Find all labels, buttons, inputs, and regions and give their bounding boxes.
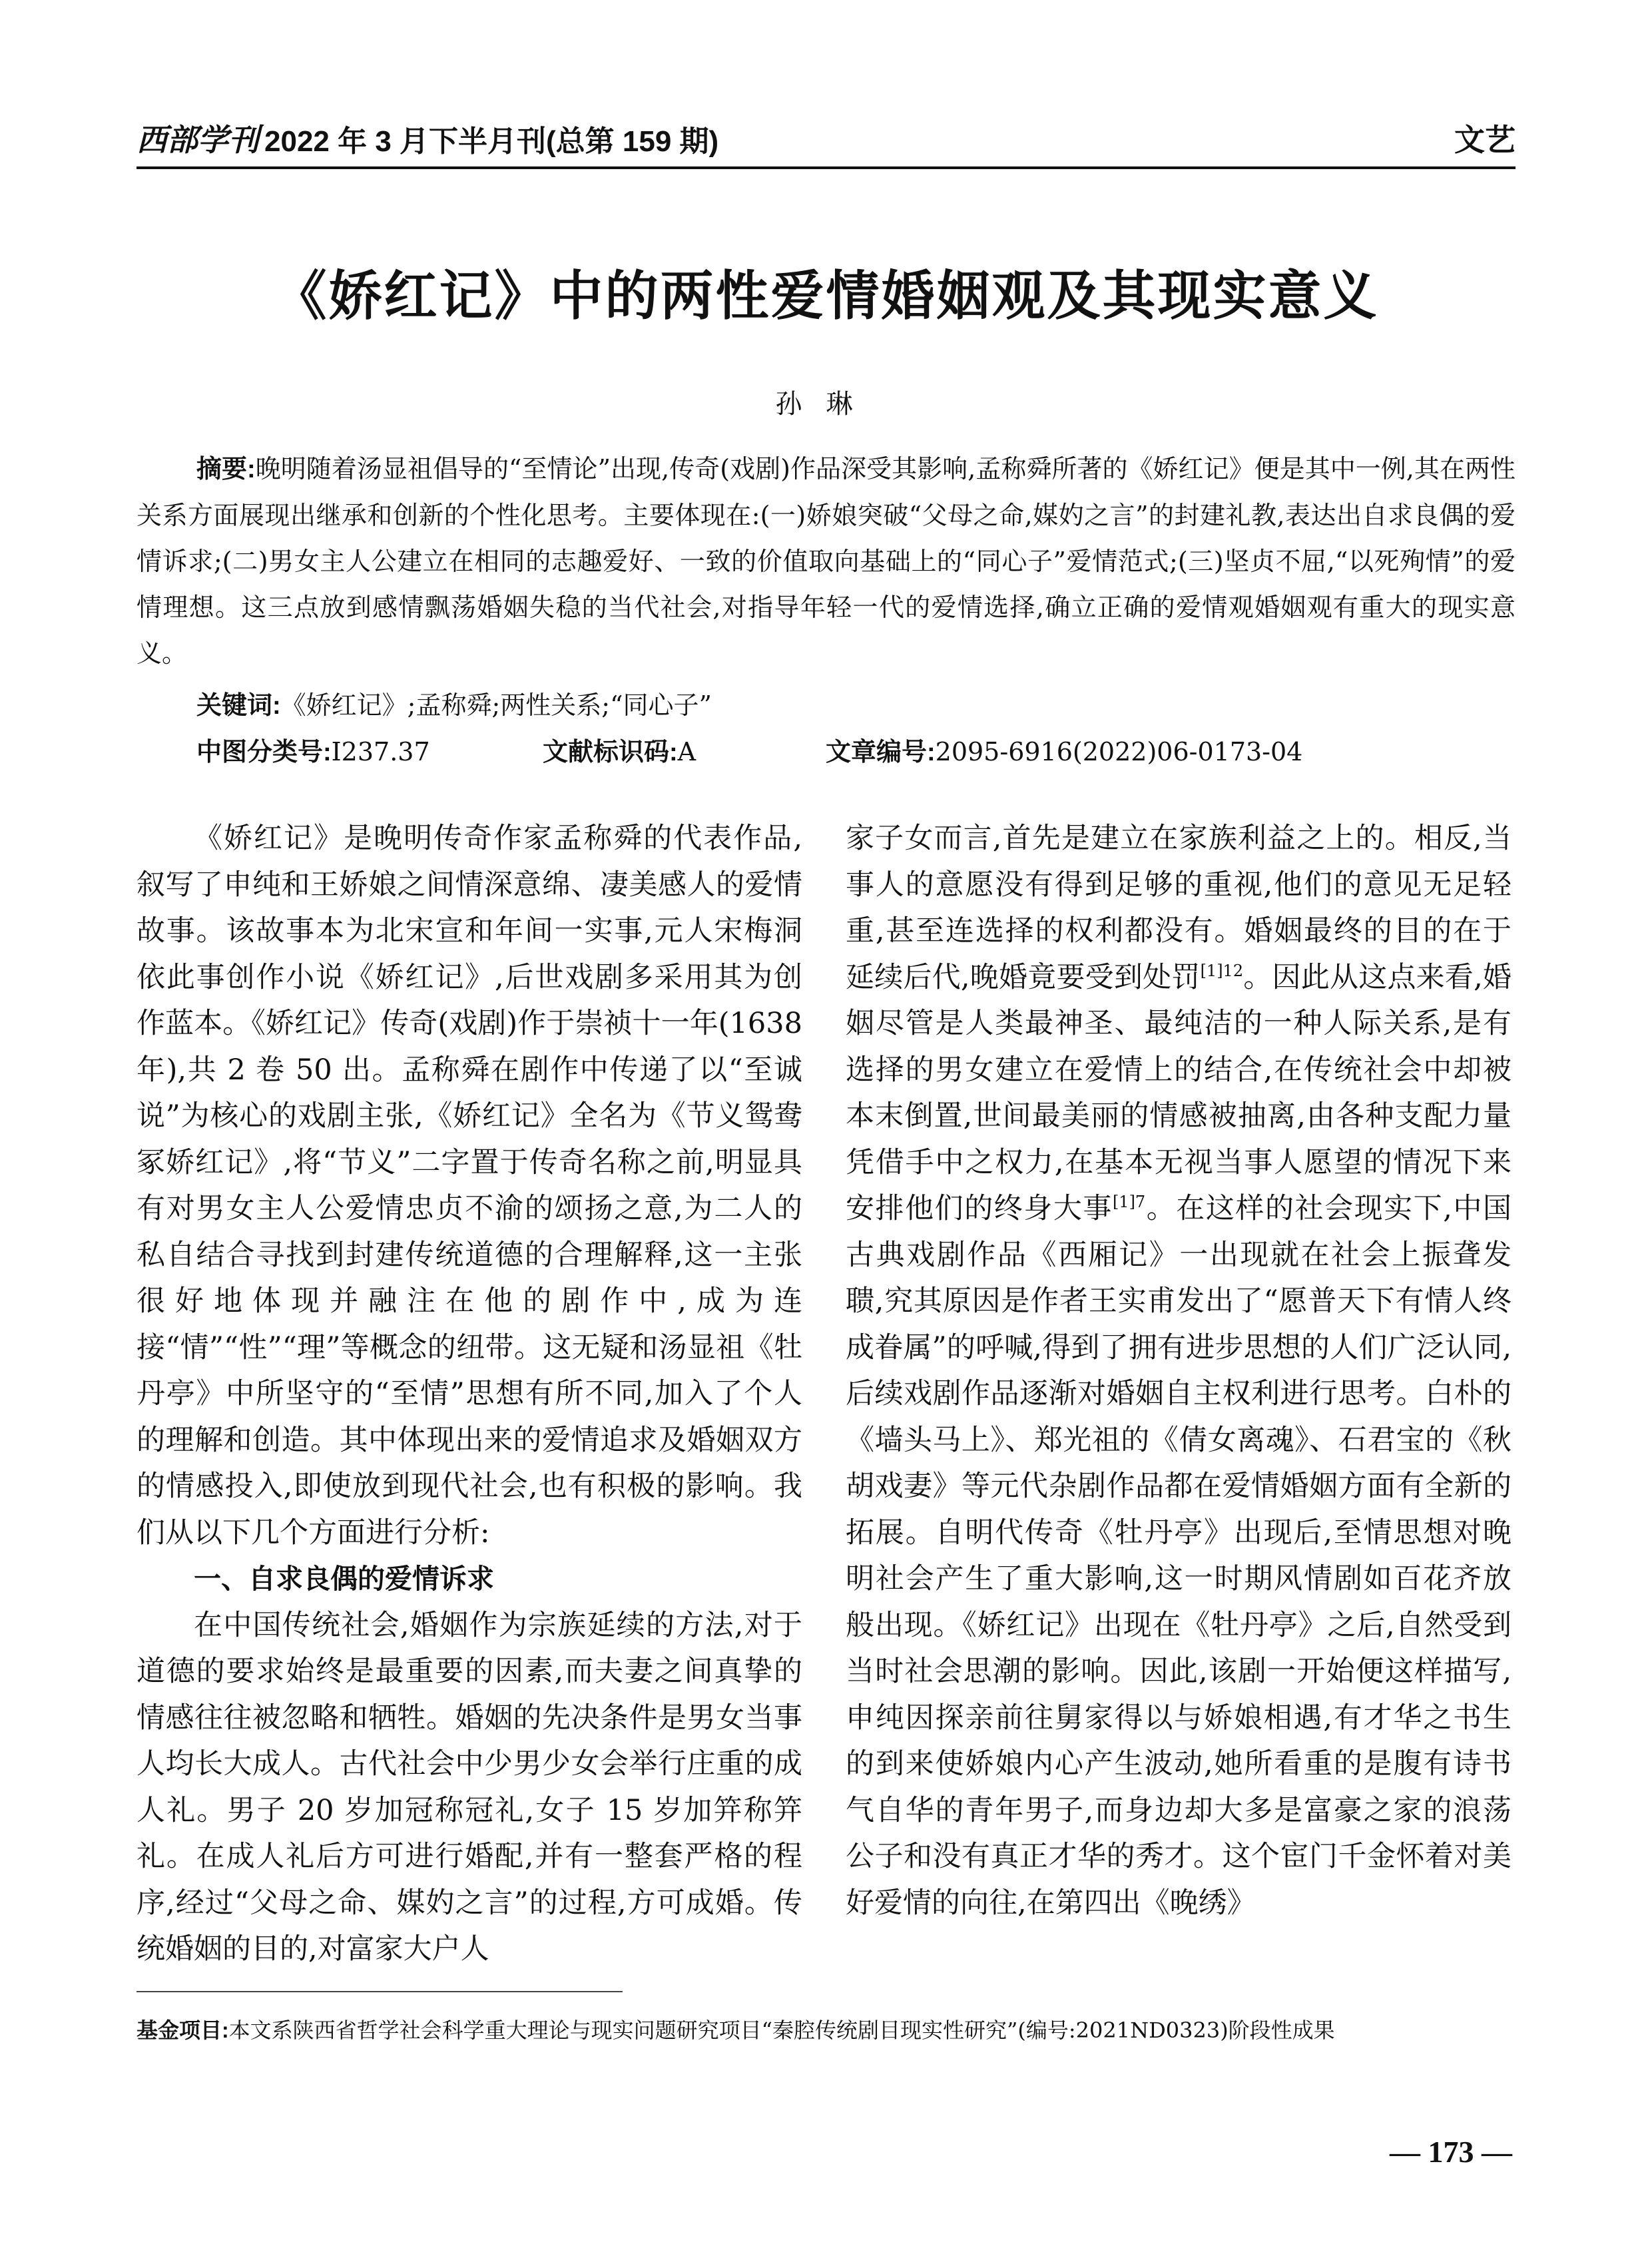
running-header xyxy=(137,113,1515,169)
funding-footnote xyxy=(137,2011,1515,2050)
body-column-left xyxy=(137,816,802,1973)
classification-meta xyxy=(196,729,1302,776)
clc-number: 中图分类号:I237.37 xyxy=(196,737,430,766)
paragraph: 在中国传统社会,婚姻作为宗族延续的方法,对于道德的要求始终是最重要的因素,而夫妻之间真挚的情感往往被忽略和牺牲。婚姻的先决条件是男女当事人均长大成人。古代社会中少男少女会举行庄重的成人礼。男子 20 岁加冠称冠礼,女子 15 岁加笄称笄礼。在成人礼后方可进行婚配,并有一整套严格的程序,经过“父母之命、媒妁之言”的过程,方可成婚。传统婚姻的目的,对富家大户人 xyxy=(137,1608,802,1966)
funding-label: 基金项目: xyxy=(137,2018,229,2042)
keywords xyxy=(196,683,712,729)
keywords-text: 《娇红记》;孟称舜;两性关系;“同心子” xyxy=(280,691,712,720)
abstract-text: 晚明随着汤显祖倡导的“至情论”出现,传奇(戏剧)作品深受其影响,孟称舜所著的《娇红记》便是其中一例,其在两性关系方面展现出继承和创新的个性化思考。主要体现在:(一)娇娘突破“父母之命,媒妁之言”的封建礼教,表达出自求良偶的爱情诉求;(二)男女主人公建立在相同的志趣爱好、一致的价值取向基础上的“同心子”爱情范式;(三)坚贞不屈,“以死殉情”的爱情理想。这三点放到感情飘荡婚姻失稳的当代社会,对指导年轻一代的爱情选择,确立正确的爱情观婚姻观有重大的现实意义。 xyxy=(137,454,1516,668)
paragraph: 《娇红记》是晚明传奇作家孟称舜的代表作品,叙写了申纯和王娇娘之间情深意绵、凄美感人的爱情故事。该故事本为北宋宣和年间一实事,元人宋梅洞依此事创作小说《娇红记》,后世戏剧多采用其为创作蓝本。《娇红记》传奇(戏剧)作于崇祯十一年(1638 年),共 2 卷 50 出。孟称舜在剧作中传递了以“至诚说”为核心的戏剧主张,《娇红记》全名为《节义鸳鸯冢娇红记》,将“节义”二字置于传奇名称之前,明显具有对男女主人公爱情忠贞不渝的颂扬之意,为二人的私自结合寻找到封建传统道德的合理解释,这一主张很好地体现并融注在他的剧作中,成为连接“情”“性”“理”等概念的纽带。这无疑和汤显祖《牡丹亭》中所坚守的“至情”思想有所不同,加入了个人的理解和创造。其中体现出来的爱情追求及婚姻双方的情感投入,即使放到现代社会,也有积极的影响。我们从以下几个方面进行分析: xyxy=(137,822,802,1549)
abstract-label: 摘要: xyxy=(196,455,256,483)
section-heading: 一、自求良偶的爱情诉求 xyxy=(194,1563,494,1594)
page-number: — 173 — xyxy=(1390,2135,1512,2169)
citation: [1]12 xyxy=(1200,961,1244,980)
body-column-right xyxy=(846,816,1512,1926)
citation: [1]7 xyxy=(1112,1193,1146,1211)
funding-text: 本文系陕西省哲学社会科学重大理论与现实问题研究项目“秦腔传统剧目现实性研究”(编号:2021ND0323)阶段性成果 xyxy=(228,2018,1335,2043)
journal-logo: 西部学刊 xyxy=(137,122,259,158)
abstract xyxy=(137,446,1515,677)
footnote-divider xyxy=(137,1991,623,1992)
section-label: 文艺 xyxy=(1454,123,1515,157)
article-number: 文章编号:2095-6916(2022)06-0173-04 xyxy=(826,737,1303,766)
issue-info: 2022 年 3 月下半月刊(总第 159 期) xyxy=(264,125,719,158)
author-name: 孙琳 xyxy=(775,389,877,420)
keywords-label: 关键词: xyxy=(196,692,281,720)
paragraph: 家子女而言,首先是建立在家族利益之上的。相反,当事人的意愿没有得到足够的重视,他们的意见无足轻重,甚至连选择的权利都没有。婚姻最终的目的在于延续后代,晚婚竟要受到处罚$^{[1]12}$。因此从这点来看,婚姻尽管是人类最神圣、最纯洁的一种人际关系,是有选择的男女建立在爱情上的结合,在传统社会中却被本末倒置,世间最美丽的情感被抽离,由各种支配力量凭借手中之权力,在基本无视当事人愿望的情况下来安排他们的终身大事$^{[1]7}$。在这样的社会现实下,中国古典戏剧作品《西厢记》一出现就在社会上振聋发聩,究其原因是作者王实甫发出了“愿普天下有情人终成眷属”的呼喊,得到了拥有进步思想的人们广泛认同,后续戏剧作品逐渐对婚姻自主权利进行思考。白朴的《墙头马上》、郑光祖的《倩女离魂》、石君宝的《秋胡戏妻》等元代杂剧作品都在爱情婚姻方面有全新的拓展。自明代传奇《牡丹亭》出现后,至情思想对晚明社会产生了重大影响,这一时期风情剧如百花齐放般出现。《娇红记》出现在《牡丹亭》之后,自然受到当时社会思潮的影响。因此,该剧一开始便这样描写,申纯因探亲前往舅家得以与娇娘相遇,有才华之书生的到来使娇娘内心产生波动,她所看重的是腹有诗书气自华的青年男子,而身边却大多是富豪之家的浪荡公子和没有真正才华的秀才。这个宦门千金怀着对美好爱情的向往,在第四出《晚绣》 xyxy=(846,822,1512,1920)
article-title: 《娇红记》中的两性爱情婚姻观及其现实意义 xyxy=(273,264,1379,327)
document-code: 文献标识码:A xyxy=(543,737,696,766)
journal-name xyxy=(137,116,718,160)
